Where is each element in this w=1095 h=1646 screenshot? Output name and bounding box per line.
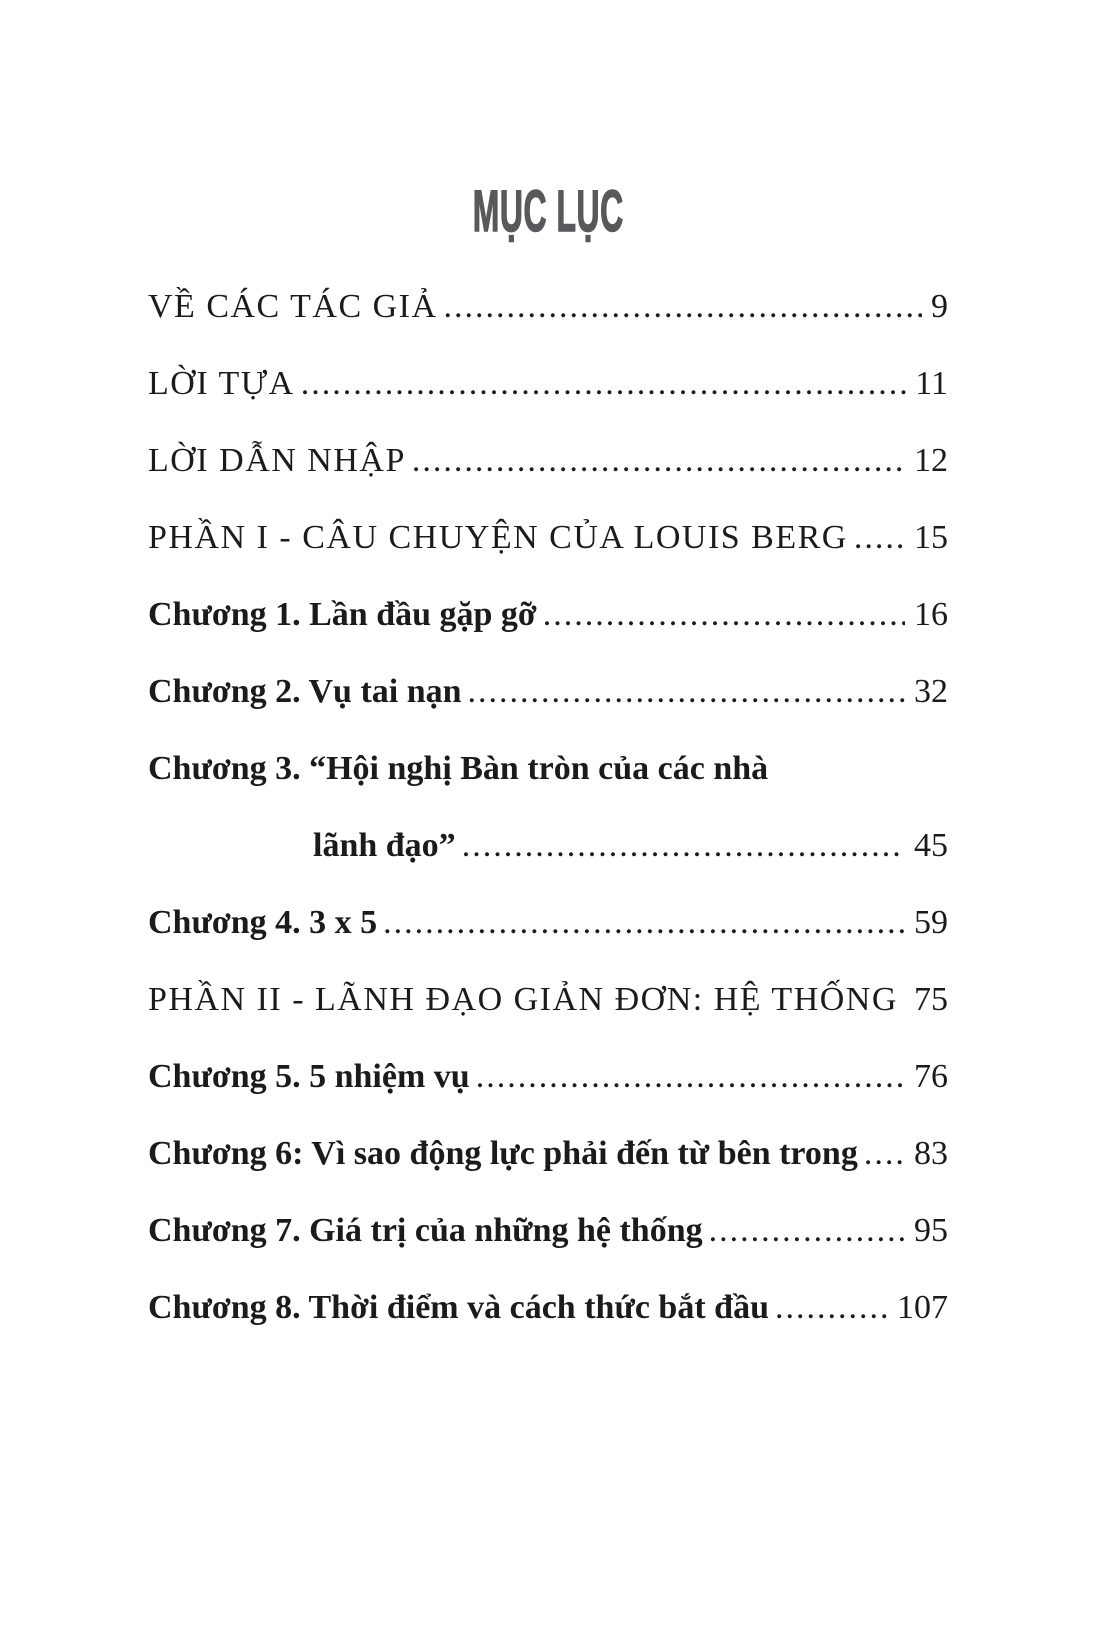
- toc-entry-label: Chương 1. Lần đầu gặp gỡ: [148, 596, 537, 633]
- toc-page-number: 76: [914, 1058, 948, 1095]
- toc-entry: [148, 825, 948, 867]
- toc-entry-label: Chương 8. Thời điểm và cách thức bắt đầu: [148, 1289, 769, 1326]
- toc-leader-dots: [775, 1287, 888, 1329]
- toc-entry: [148, 363, 948, 405]
- toc-entry: [148, 902, 948, 944]
- toc-entry: [148, 1210, 948, 1252]
- toc-page-number: 32: [914, 673, 948, 710]
- toc-page-number: 95: [914, 1212, 948, 1249]
- toc-entry-label: Chương 7. Giá trị của những hệ thống: [148, 1212, 703, 1249]
- toc-page-number: 83: [914, 1135, 948, 1172]
- toc-entry: [148, 286, 948, 328]
- toc-entry-label: Chương 5. 5 nhiệm vụ: [148, 1058, 470, 1095]
- toc-entry: [148, 594, 948, 636]
- toc-leader-dots: [383, 902, 905, 944]
- toc-page-number: 16: [914, 596, 948, 633]
- toc-entry-label: PHẦN II - LÃNH ĐẠO GIẢN ĐƠN: HỆ THỐNG: [148, 981, 898, 1018]
- toc-page-number: 59: [914, 904, 948, 941]
- toc-entry-label: Chương 4. 3 x 5: [148, 904, 378, 941]
- toc-entry: [148, 979, 948, 1021]
- toc-entry: [148, 1287, 948, 1329]
- toc-entry-label: lãnh đạo”: [313, 827, 456, 864]
- toc-entry-label: LỜI DẪN NHẬP: [148, 442, 406, 479]
- toc-leader-dots: [709, 1210, 905, 1252]
- toc-leader-dots: [543, 594, 905, 636]
- toc-entry: [148, 1133, 948, 1175]
- toc-page-number: 15: [914, 519, 948, 556]
- toc-leader-dots: [462, 825, 905, 867]
- toc-page-number: 12: [914, 442, 948, 479]
- toc-entry-label: PHẦN I - CÂU CHUYỆN CỦA LOUIS BERG: [148, 519, 848, 556]
- toc-entry: [148, 440, 948, 482]
- toc-entry: [148, 671, 948, 713]
- toc-leader-dots: [854, 517, 905, 559]
- toc-leader-dots: [864, 1133, 905, 1175]
- toc-entry: [148, 748, 948, 790]
- toc-page-number: 9: [931, 288, 948, 325]
- toc-leader-dots: [476, 1056, 905, 1098]
- toc-entry-label: VỀ CÁC TÁC GIẢ: [148, 288, 438, 325]
- toc-leader-dots: [468, 671, 905, 713]
- toc-entry-label: LỜI TỰA: [148, 365, 295, 402]
- toc-entry: [148, 517, 948, 559]
- toc-page-number: 11: [915, 365, 948, 402]
- page-title: [148, 179, 948, 244]
- toc-entry-label: Chương 3. “Hội nghị Bàn tròn của các nhà: [148, 750, 769, 787]
- table-of-contents: [148, 286, 948, 1364]
- toc-leader-dots: [301, 363, 907, 405]
- toc-entry: [148, 1056, 948, 1098]
- toc-entry-label: Chương 6: Vì sao động lực phải đến từ bên trong: [148, 1135, 858, 1172]
- toc-page-number: 75: [914, 981, 948, 1018]
- toc-page-number: 45: [914, 827, 948, 864]
- toc-leader-dots: [444, 286, 922, 328]
- toc-leader-dots: [904, 979, 905, 1021]
- toc-page-number: 107: [897, 1289, 948, 1326]
- page-title-text: MỤC LỤC: [472, 179, 624, 244]
- toc-leader-dots: [412, 440, 905, 482]
- toc-entry-label: Chương 2. Vụ tai nạn: [148, 673, 462, 710]
